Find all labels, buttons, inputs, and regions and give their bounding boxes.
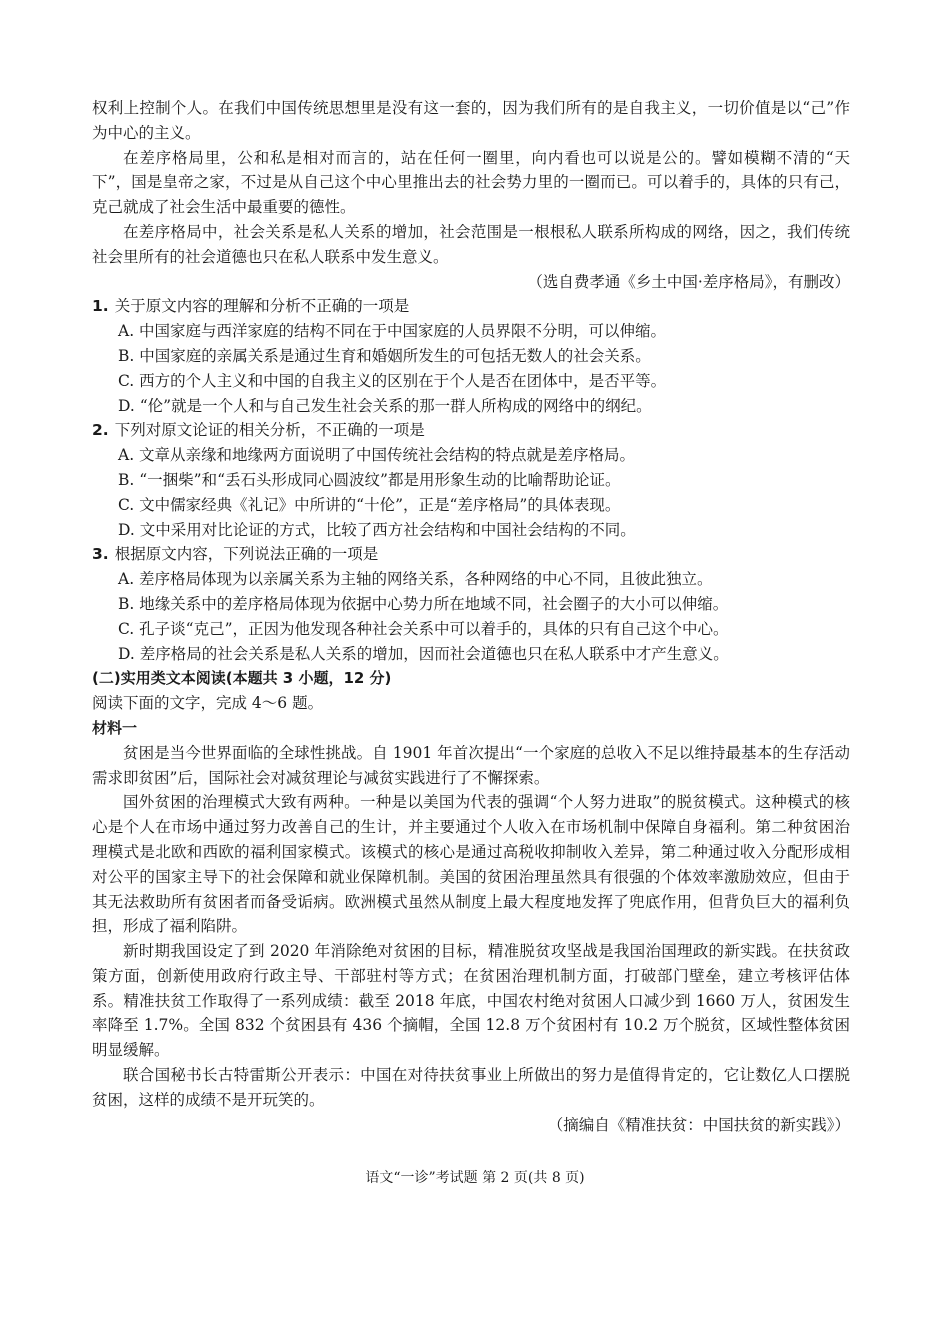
passage [92, 96, 850, 294]
question-2 [92, 418, 850, 542]
material-paragraph: 贫困是当今世界面临的全球性挑战。自 1901 年首次提出“一个家庭的总收入不足以维持最基本的生存活动需求即贫困”后，国际社会对减贫理论与减贫实践进行了不懈探索。 [92, 743, 850, 787]
passage-paragraph: 在差序格局中，社会关系是私人关系的增加，社会范围是一根根私人联系所构成的网络，因之，我们传统社会里所有的社会道德也只在私人联系中发生意义。 [92, 222, 850, 266]
question-options [92, 319, 850, 418]
material-title: 材料一 [92, 718, 138, 737]
question-number: 1. [92, 297, 109, 316]
material-paragraph: 联合国秘书长古特雷斯公开表示：中国在对待扶贫事业上所做出的努力是值得肯定的，它让数亿人口摆脱贫困，这样的成绩不是开玩笑的。 [92, 1066, 850, 1109]
passage-paragraph: 在差序格局里，公和私是相对而言的，站在任何一圈里，向内看也可以说是公的。譬如模糊不清的“天下”，国是皇帝之家，不过是从自己这个中心里推出去的社会势力里的一圈而已。可以着手的，具体的只有己，克己就成了社会生活中最重要的德性。 [92, 148, 850, 217]
option-c: C. 文中儒家经典《礼记》中所讲的“十伦”，正是“差序格局”的具体表现。 [118, 495, 621, 514]
option-d: D. 差序格局的社会关系是私人关系的增加，因而社会道德也只在私人联系中才产生意义。 [118, 644, 729, 663]
option-d: D. 文中采用对比论证的方式，比较了西方社会结构和中国社会结构的不同。 [118, 520, 636, 539]
section-2 [92, 666, 850, 1137]
question-1 [92, 294, 850, 418]
passage-source: （选自费孝通《乡土中国·差序格局》，有删改） [527, 272, 850, 291]
option-a: A. 文章从亲缘和地缘两方面说明了中国传统社会结构的特点就是差序格局。 [118, 446, 636, 465]
option-c: C. 孔子谈“克己”，正因为他发现各种社会关系中可以着手的，具体的只有自己这个中心。 [118, 619, 729, 638]
passage-paragraph: 权利上控制个人。在我们中国传统思想里是没有这一套的，因为我们所有的是自我主义，一切价值是以“己”作为中心的主义。 [92, 99, 850, 142]
material-source: （摘编自《精准扶贫：中国扶贫的新实践》） [547, 1115, 850, 1134]
question-stem: 关于原文内容的理解和分析不正确的一项是 [114, 297, 410, 316]
option-d: D. “伦”就是一个人和与自己发生社会关系的那一群人所构成的网络中的纲纪。 [118, 396, 652, 415]
option-a: A. 差序格局体现为以亲属关系为主轴的网络关系，各种网络的中心不同，且彼此独立。 [118, 570, 713, 589]
option-b: B. “一捆柴”和“丢石头形成同心圆波纹”都是用形象生动的比喻帮助论证。 [118, 470, 621, 489]
section-instruction: 阅读下面的文字，完成 4～6 题。 [92, 694, 324, 713]
question-stem: 根据原文内容，下列说法正确的一项是 [114, 545, 379, 564]
option-b: B. 地缘关系中的差序格局体现为依据中心势力所在地域不同，社会圈子的大小可以伸缩。 [118, 594, 729, 613]
option-b: B. 中国家庭的亲属关系是通过生育和婚姻所发生的可包括无数人的社会关系。 [118, 346, 651, 365]
option-c: C. 西方的个人主义和中国的自我主义的区别在于个人是否在团体中，是否平等。 [118, 371, 667, 390]
question-3 [92, 542, 850, 666]
question-stem: 下列对原文论证的相关分析，不正确的一项是 [114, 421, 425, 440]
question-number: 2. [92, 421, 109, 440]
question-options [92, 443, 850, 542]
material-paragraph: 新时期我国设定了到 2020 年消除绝对贫困的目标，精准脱贫攻坚战是我国治国理政的新实践。在扶贫政策方面，创新使用政府行政主导、干部驻村等方式；在贫困治理机制方面，打破部门壁垒，建立考核评估体系。精准扶贫工作取得了一系列成绩：截至 2018 年底，中国农村绝对贫困人口减少到 1660 万人，贫困发生率降至 1.7%。全国 832 个贫困县有 436 个摘帽，全国 12.8 万个贫困村有 10.2 万个脱贫，区域性整体贫困明显缓解。 [92, 942, 850, 1060]
question-number: 3. [92, 545, 109, 564]
option-a: A. 中国家庭与西洋家庭的结构不同在于中国家庭的人员界限不分明，可以伸缩。 [118, 322, 667, 341]
question-options [92, 567, 850, 666]
section-heading: (二)实用类文本阅读(本题共 3 小题，12 分) [92, 669, 392, 688]
material-paragraph: 国外贫困的治理模式大致有两种。一种是以美国为代表的强调“个人努力进取”的脱贫模式。这种模式的核心是个人在市场中通过努力改善自己的生计，并主要通过个人收入在市场机制中保障自身福利。第二种贫困治理模式是北欧和西欧的福利国家模式。该模式的核心是通过高税收抑制收入差异，第二种通过收入分配形成相对公平的国家主导下的社会保障和就业保障机制。美国的贫困治理虽然具有很强的个体效率激励效应，但由于其无法救助所有贫困者而备受诟病。欧洲模式虽然从制度上最大程度地发挥了兜底作用，但背负巨大的福利负担，形成了福利陷阱。 [92, 793, 850, 936]
page-footer: 语文“一诊”考试题 第 2 页(共 8 页) [365, 1170, 585, 1186]
